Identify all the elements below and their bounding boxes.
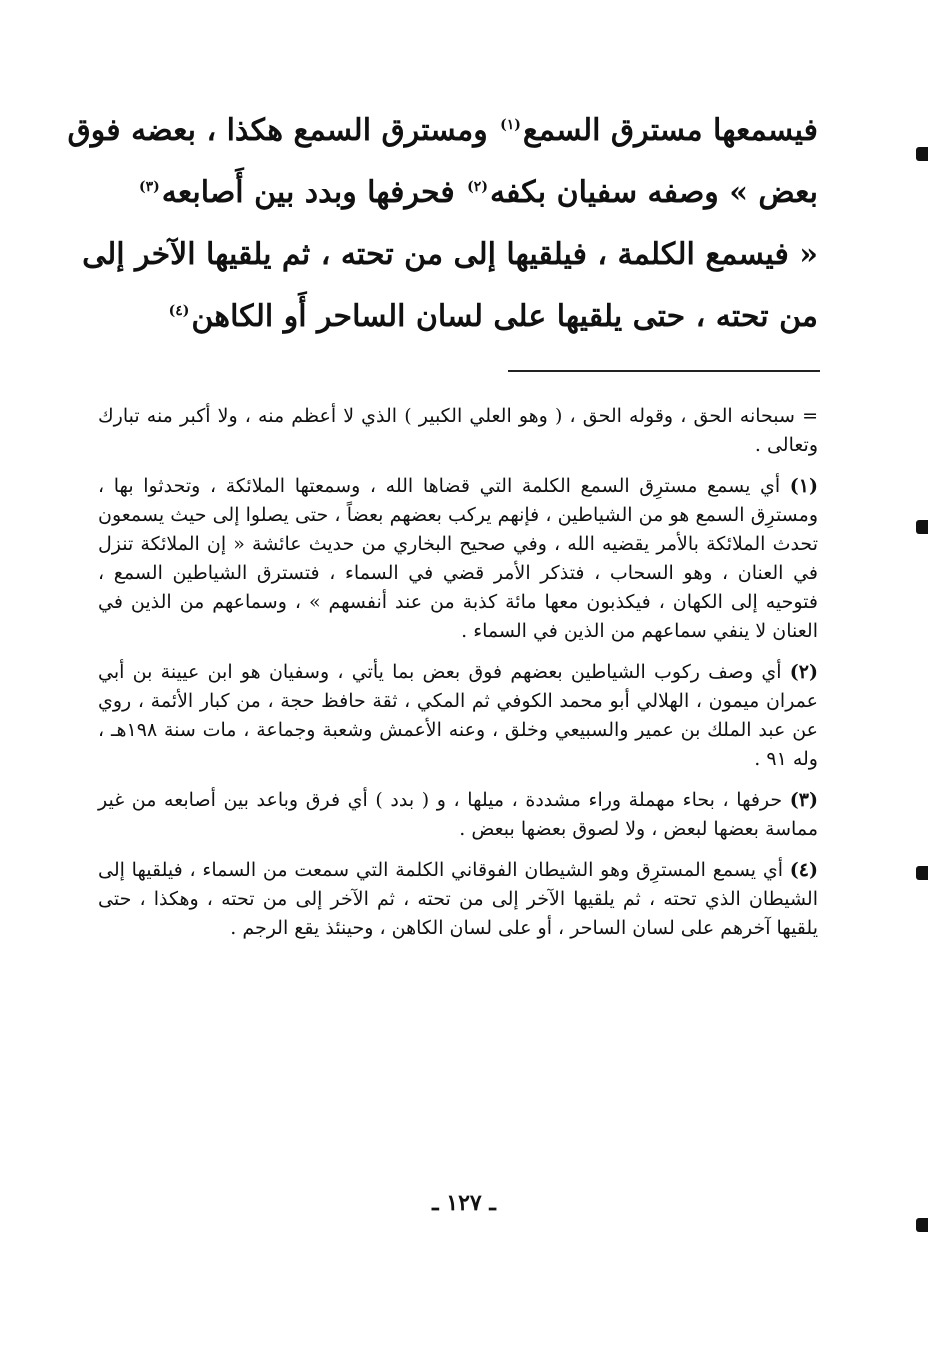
binding-mark	[916, 147, 928, 161]
footnote-2	[98, 658, 818, 774]
footnotes	[98, 402, 818, 955]
footnote-text: حرفها ، بحاء مهملة وراء مشددة ، ميلها ، و ( بدد ) أي فرق وباعد بين أصابعه من غير مماسة بعضها لبعض ، ولا لصوق بعضها ببعض .	[98, 789, 818, 840]
footnote-number: (٢)	[789, 661, 818, 683]
main-line: من تحته ، حتى يلقيها على لسان الساحر أَو الكاهن$^{(٤)}$	[168, 299, 818, 334]
main-line: « فيسمع الكلمة ، فيلقيها إلى من تحته ، ثم يلقيها الآخر إلى	[82, 237, 818, 272]
footnote-3	[98, 786, 818, 844]
footnote-divider	[508, 370, 820, 372]
footnote-marker: (٤)	[168, 303, 190, 319]
footnote-text: أي وصف ركوب الشياطين بعضهم فوق بعض بما يأتي ، وسفيان هو ابن عيينة بن أبي عمران ميمون ، الهلالي أبو محمد الكوفي ثم المكي ، ثقة حافظ حجة ، من كبار الأئمة ، روي عن عبد الملك بن عمير والسبيعي وخلق ، وعنه الأعمش وشعبة وجماعة ، مات سنة ١٩٨هـ ، وله ٩١ .	[98, 661, 818, 770]
main-text-block	[67, 100, 818, 348]
footnote-number: (١)	[789, 475, 818, 497]
footnote-marker: (٢)	[467, 179, 488, 195]
footnote-continuation: = سبحانه الحق ، وقوله الحق ، ( وهو العلي الكبير ) الذي لا أعظم منه ، ولا أكبر منه تبارك وتعالى .	[98, 405, 818, 456]
binding-mark	[916, 1218, 928, 1232]
footnote-1	[98, 472, 818, 646]
footnote-number: (٣)	[789, 789, 818, 811]
page-number: ـ ١٢٧ ـ	[432, 1190, 496, 1216]
footnote-number: (٤)	[789, 859, 819, 881]
footnote-text: أي يسمع مسترِق السمع الكلمة التي قضاها الله ، وسمعتها الملائكة ، وتحدثوا بها ، ومسترِق السمع هو من الشياطين ، فإنهم يركب بعضهم بعضاً ، حتى يصلوا إلى حيث يسمعون تحدث الملائكة بالأمر يقضيه الله ، وفي صحيح البخاري من حديث عائشة « إن الملائكة تنزل في العنان ، وهو السحاب ، فتذكر الأمر قضي في السماء ، فتسترق الشياطين السمع ، فتوحيه إلى الكهان ، فيكذبون معها مائة كذبة من عند أنفسهم » ، وسماعهم من الذين في العنان لا ينفي سماعهم من الذين في السماء .	[98, 475, 818, 642]
binding-mark	[916, 520, 928, 534]
main-line: فيسمعها مسترق السمع$^{(١)}$ ومسترق السمع هكذا ، بعضه فوق	[67, 113, 818, 148]
main-line: بعض » وصفه سفيان بكفه$^{(٢)}$ فحرفها وبدد بين أَصابعه$^{(٣)}$	[139, 175, 818, 210]
footnote-4	[98, 856, 818, 943]
footnote-marker: (١)	[500, 117, 521, 133]
binding-mark	[916, 866, 928, 880]
footnote-marker: (٣)	[139, 179, 160, 195]
footnote-text: أي يسمع المسترِق وهو الشيطان الفوقاني الكلمة التي سمعت من السماء ، فيلقيها إلى الشيطان الذي تحته ، ثم يلقيها الآخر إلى من تحته ، ثم الآخر إلى من تحته ، وهكذا ، حتى يلقيها آخرهم على لسان الساحر ، أو على لسان الكاهن ، وحينئذ يقع الرجم .	[98, 859, 818, 939]
